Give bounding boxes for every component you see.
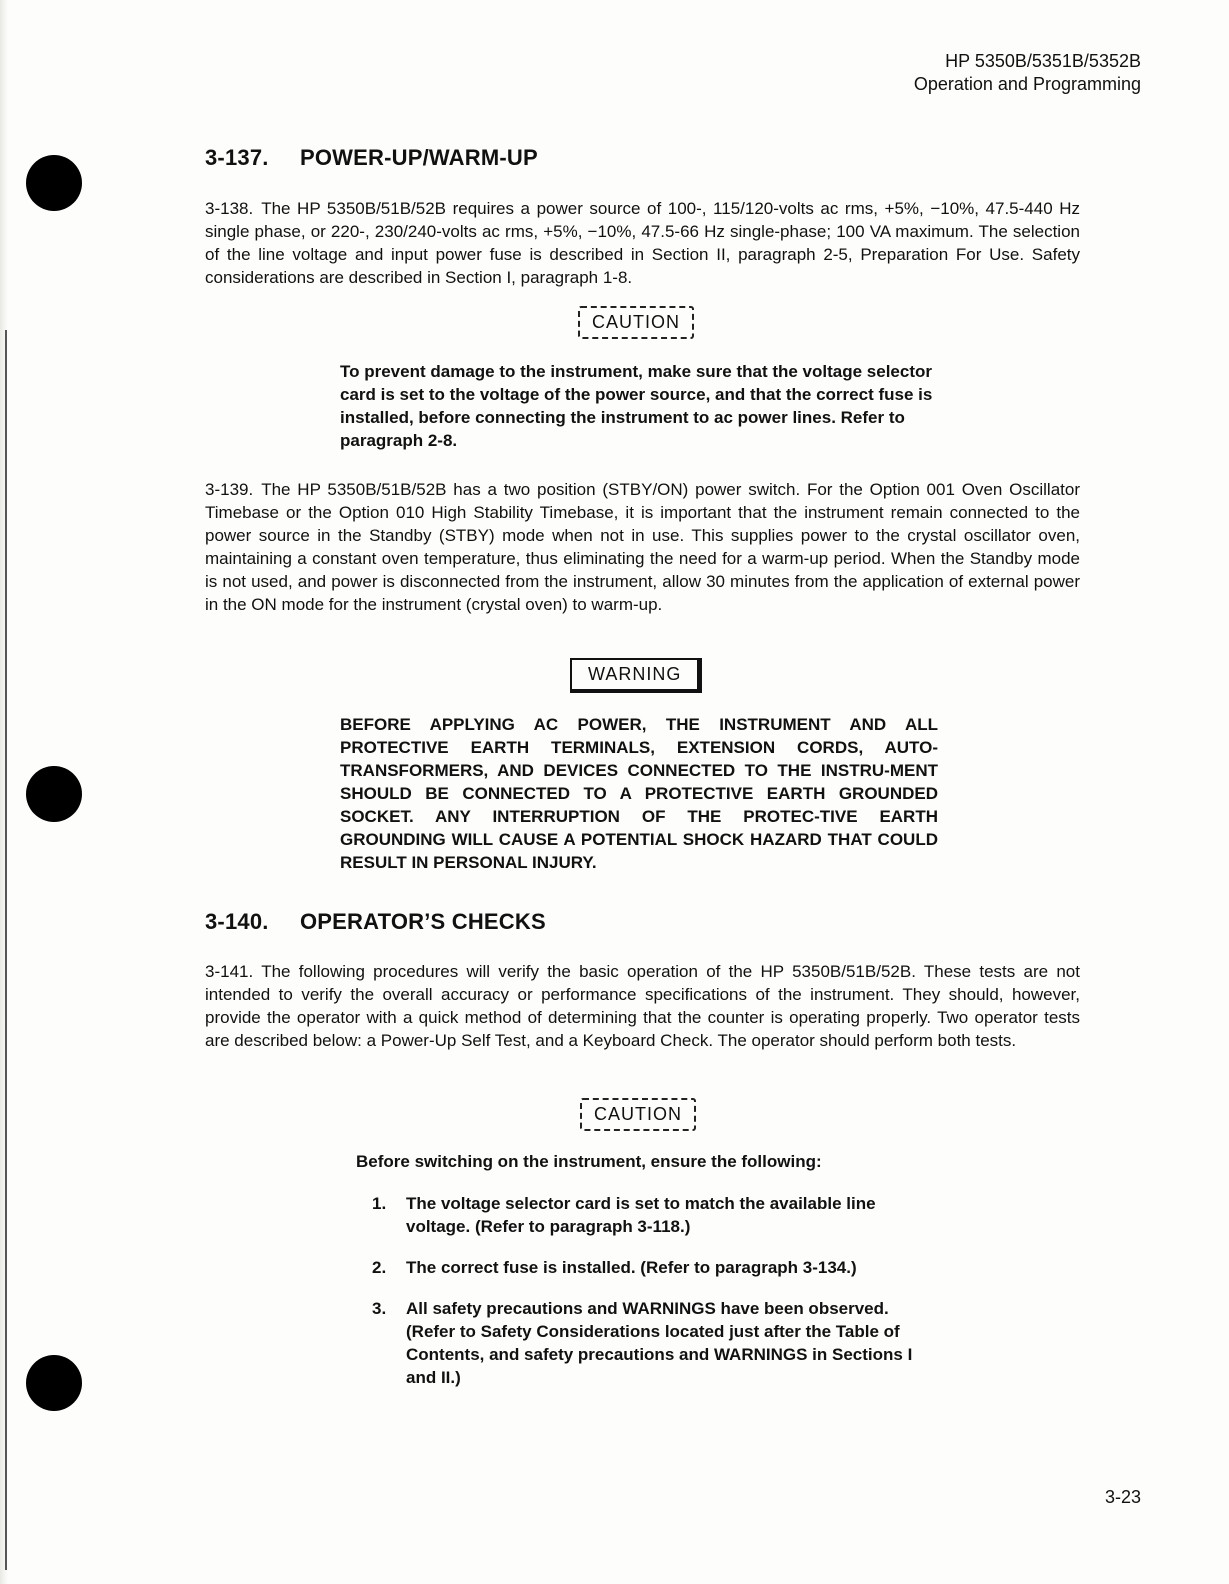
paragraph-3-139 [205, 478, 1080, 616]
binder-hole-bottom [26, 1355, 82, 1411]
binder-hole-middle [26, 766, 82, 822]
section-heading-power-up [205, 145, 538, 171]
paragraph-number: 3-139. [205, 480, 254, 499]
caution-text: To prevent damage to the instrument, make sure that the voltage selector card is set to the voltage of the power source, and that the correct fuse is installed, before connecting the instrument to ac power lines. Refer to paragraph 2-8. [340, 362, 933, 450]
caution-label-box-2 [580, 1098, 696, 1131]
list-item-number: 3. [372, 1299, 387, 1318]
section-title: OPERATOR’S CHECKS [300, 909, 546, 934]
header-section: Operation and Programming [913, 74, 1141, 94]
page-number: 3-23 [1104, 1487, 1141, 1507]
paragraph-text: The HP 5350B/51B/52B requires a power source of 100-, 115/120-volts ac rms, +5%, −10%, 47.5-440 Hz single phase, or 220-, 230/240-volts ac rms, +5%, −10%, 47.5-66 Hz single-phase; 100 VA maximum. The selection of the line voltage and input power fuse is described in Section II, paragraph 2-5, Preparation For Use. Safety considerations are described in Section I, paragraph 1-8. [205, 199, 1080, 287]
page-edge-line [5, 330, 7, 1570]
list-item [372, 1192, 942, 1238]
warning-label: WARNING [588, 664, 682, 684]
paragraph-3-138 [205, 197, 1080, 289]
list-item-text: All safety precautions and WARNINGS have been observed. (Refer to Safety Considerations located just after the Table of Contents, and safety precautions and WARNINGS in Sections I and II.) [406, 1299, 913, 1387]
section-number: 3-140. [205, 909, 269, 934]
list-item-number: 2. [372, 1258, 387, 1277]
caution-label-box [578, 306, 694, 339]
caution-label: CAUTION [594, 1104, 682, 1124]
header-model: HP 5350B/5351B/5352B [945, 51, 1141, 71]
list-item-number: 1. [372, 1194, 387, 1213]
binder-hole-top [26, 155, 82, 211]
list-item-text: The voltage selector card is set to match the available line voltage. (Refer to paragraph 3-118.) [406, 1194, 876, 1236]
section-title: POWER-UP/WARM-UP [300, 145, 538, 170]
list-item [372, 1297, 942, 1389]
section-number: 3-137. [205, 145, 269, 170]
paragraph-text: The HP 5350B/51B/52B has a two position (STBY/ON) power switch. For the Option 001 Oven Oscillator Timebase or the Option 010 High Stability Timebase, it is important that the instrument remain connected to the power source in the Standby (STBY) mode when not in use. This supplies power to the crystal oscillator oven, maintaining a constant oven temperature, thus eliminating the need for a warm-up period. When the Standby mode is not used, and power is disconnected from the instrument, allow 30 minutes from the application of external power in the ON mode for the instrument (crystal oven) to warm-up. [205, 480, 1080, 614]
paragraph-3-141 [205, 960, 1080, 1052]
section-heading-operators-checks [205, 909, 546, 935]
paragraph-number: 3-141. [205, 962, 254, 981]
caution-label: CAUTION [592, 312, 680, 332]
warning-label-box [570, 658, 702, 693]
warning-text: BEFORE APPLYING AC POWER, THE INSTRUMENT AND ALL PROTECTIVE EARTH TERMINALS, EXTENSION CORDS, AUTO-TRANSFORMERS, AND DEVICES CONNECTED TO THE INSTRU-MENT SHOULD BE CONNECTED TO A PROTECTIVE EARTH GROUNDED SOCKET. ANY INTERRUPTION OF THE PROTEC-TIVE EARTH GROUNDING WILL CAUSE A POTENTIAL SHOCK HAZARD THAT COULD RESULT IN PERSONAL INJURY. [340, 715, 938, 872]
precaution-checklist [372, 1192, 942, 1407]
caution-intro: Before switching on the instrument, ensure the following: [356, 1152, 822, 1171]
list-item [372, 1256, 942, 1279]
paragraph-text: The following procedures will verify the basic operation of the HP 5350B/51B/52B. These tests are not intended to verify the overall accuracy or performance specifications of the instrument. They should, however, provide the operator with a quick method of determining that the counter is operating properly. Two operator tests are described below: a Power-Up Self Test, and a Keyboard Check. The operator should perform both tests. [205, 962, 1080, 1050]
list-item-text: The correct fuse is installed. (Refer to paragraph 3-134.) [406, 1258, 857, 1277]
running-header [914, 50, 1141, 96]
paragraph-number: 3-138. [205, 199, 254, 218]
